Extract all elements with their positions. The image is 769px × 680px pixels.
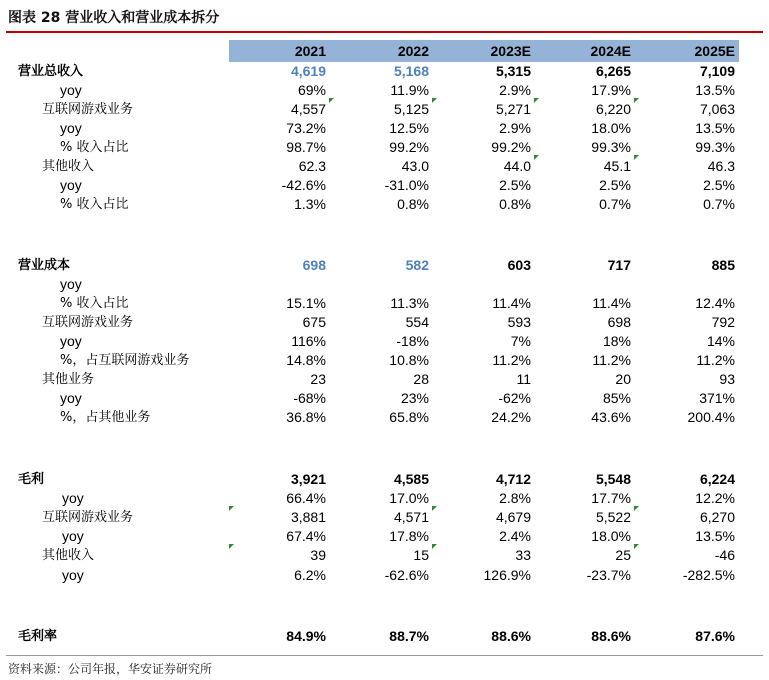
cell-2023e: 99.2% [491,139,531,155]
row-label: % 收入占比 [60,197,129,212]
cell-2021: 4,557 [290,101,326,117]
cell-2024e: 20 [615,371,631,387]
cell-2024e: 99.3% [591,139,631,155]
cell-2025e: 46.3 [707,158,735,174]
cell-2024e: 5,548 [595,471,631,487]
cell-comment-marker-icon [432,506,437,511]
row-label: yoy [62,490,84,506]
cell-2023e: 88.6% [491,628,531,644]
cell-2023e: 5,271 [495,101,531,117]
cell-2021: 67.4% [286,528,326,544]
cell-2025e: 371% [699,390,735,406]
cell-2023e: 24.2% [491,409,531,425]
cell-2021: 23 [310,371,326,387]
row-label: yoy [60,120,82,136]
table-row [0,256,769,275]
cell-comment-marker-icon [634,155,639,160]
cell-2022: 582 [405,257,429,273]
cell-2021: 3,881 [290,509,326,525]
row-label: % 收入占比 [60,140,129,155]
cell-2024e: 5,522 [595,509,631,525]
table-row [0,389,769,408]
cell-2024e: 85% [602,390,631,406]
row-label: 其他收入 [42,159,95,174]
cell-2022: 17.0% [389,490,429,506]
cell-2023e: 603 [507,257,531,273]
bottom-rule [6,655,763,656]
cell-2022: -31.0% [384,177,429,193]
row-label: 毛利 [18,472,45,487]
cell-2021: 675 [302,314,326,330]
cell-2025e: -46 [714,547,735,563]
cell-2024e: 18.0% [591,528,631,544]
table-row [0,527,769,546]
table-row [0,370,769,389]
row-label: yoy [60,82,82,98]
cell-2021: 698 [302,257,326,273]
cell-2023e: 593 [507,314,531,330]
row-label: 营业成本 [18,258,71,273]
row-label: 互联网游戏业务 [42,510,134,525]
cell-2025e: 200.4% [687,409,735,425]
cell-2023e: 2.8% [499,490,531,506]
cell-2023e: 126.9% [483,567,531,583]
cell-2021: 73.2% [286,120,326,136]
table-row [0,313,769,332]
cell-2024e: 717 [607,257,631,273]
cell-2024e [551,275,631,294]
row-label: yoy [62,567,84,583]
cell-2022: 11.3% [390,295,429,311]
row-label: yoy [60,333,82,349]
cell-2024e: 6,265 [595,63,631,79]
cell-comment-marker-icon [634,544,639,549]
cell-2022: 10.8% [389,352,429,368]
row-label: % 收入占比 [60,296,129,311]
row-label: %，占互联网游戏业务 [60,353,190,368]
cell-2024e: 88.6% [591,628,631,644]
table-row [0,138,769,157]
cell-2024e: 18.0% [591,120,631,136]
row-label: 其他收入 [42,548,95,563]
cell-2024e: 6,220 [595,101,631,117]
cell-2025e: 0.7% [703,196,735,212]
cell-2025e: 14% [706,333,735,349]
cell-2021: 15.1% [286,295,326,311]
column-header-2025e: 2025E [694,43,735,59]
row-label: 其他业务 [42,372,95,387]
cell-2022: 5,125 [393,101,429,117]
cell-2023e: 5,315 [495,63,531,79]
cell-2025e: 12.4% [695,295,735,311]
cell-2022: 99.2% [389,139,429,155]
cell-comment-marker-icon [634,98,639,103]
title-rule [6,31,763,33]
cell-2022: 11.9% [390,82,429,98]
cell-2021: 14.8% [286,352,326,368]
cell-2022: 28 [413,371,429,387]
table-row [0,546,769,565]
cell-2024e: 11.2% [592,352,631,368]
table-row [0,100,769,119]
table-row [0,119,769,138]
table-row [0,351,769,370]
cell-2024e: 43.6% [591,409,631,425]
cell-comment-marker-icon [432,544,437,549]
cell-2021: 69% [297,82,326,98]
cell-2025e: -282.5% [682,567,735,583]
table-row [0,157,769,176]
cell-2023e: 2.9% [499,82,531,98]
cell-2024e: 45.1 [603,158,631,174]
table-row [0,408,769,427]
cell-2022: 554 [405,314,429,330]
cell-2025e: 885 [711,257,735,273]
cell-2023e: 11 [516,371,531,387]
table-row [0,62,769,81]
cell-comment-marker-icon [229,506,234,511]
cell-2023e: 44.0 [503,158,531,174]
cell-2023e: 11.4% [492,295,531,311]
cell-2022: 4,571 [393,509,429,525]
cell-2025e: 12.2% [695,490,735,506]
cell-2025e: 87.6% [695,628,735,644]
cell-2022: 15 [413,547,429,563]
cell-2022: 43.0 [401,158,429,174]
row-label: 互联网游戏业务 [42,102,134,117]
cell-2025e: 6,270 [699,509,735,525]
table-row [0,176,769,195]
cell-comment-marker-icon [432,98,437,103]
cell-2021: 116% [291,333,326,349]
cell-2025e: 792 [711,314,735,330]
cell-2025e [655,275,735,294]
cell-2021: 62.3 [298,158,326,174]
cell-2023e: 2.5% [499,177,531,193]
cell-2023e: -62% [498,390,531,406]
cell-comment-marker-icon [534,155,539,160]
cell-2023e: 7% [510,333,531,349]
cell-2021: 98.7% [286,139,326,155]
cell-2021: -68% [293,390,326,406]
column-header-2022: 2022 [397,43,429,59]
cell-2025e: 13.5% [695,82,735,98]
cell-2022: 17.8% [389,528,429,544]
cell-2023e: 33 [515,547,531,563]
cell-2022: 4,585 [393,471,429,487]
row-label: %，占其他业务 [60,410,151,425]
cell-2025e: 7,063 [699,101,735,117]
row-label: yoy [60,177,82,193]
cell-2022: 0.8% [397,196,429,212]
cell-2023e: 4,679 [495,509,531,525]
cell-2025e: 2.5% [703,177,735,193]
cell-2021: 3,921 [290,471,326,487]
row-label: 毛利率 [18,629,58,644]
row-label: 互联网游戏业务 [42,315,134,330]
table-row [0,566,769,585]
cell-2025e: 99.3% [695,139,735,155]
table-row [0,470,769,489]
cell-2023e: 11.2% [492,352,531,368]
cell-2024e: 18% [602,333,631,349]
row-label: yoy [60,276,82,292]
cell-2022: 88.7% [389,628,429,644]
cell-2024e: 0.7% [599,196,631,212]
cell-2024e: 25 [615,547,631,563]
cell-2022 [349,275,429,294]
cell-2025e: 13.5% [695,528,735,544]
cell-2021 [246,275,326,294]
table-row [0,332,769,351]
row-label: yoy [62,528,84,544]
source-note: 资料来源：公司年报，华安证券研究所 [8,662,213,676]
cell-2022: 5,168 [393,63,429,79]
table-row [0,627,769,646]
cell-comment-marker-icon [329,98,334,103]
table-row [0,195,769,214]
cell-2024e: 2.5% [599,177,631,193]
chart-title: 图表 28 营业收入和营业成本拆分 [8,10,220,26]
cell-2024e: -23.7% [586,567,631,583]
table-row [0,275,769,294]
cell-2021: 6.2% [294,567,326,583]
cell-2023e: 2.9% [499,120,531,136]
cell-2024e: 11.4% [592,295,631,311]
cell-2023e [451,275,531,294]
cell-2025e: 6,224 [699,471,735,487]
cell-2025e: 13.5% [695,120,735,136]
cell-2024e: 17.9% [591,82,631,98]
cell-2024e: 698 [607,314,631,330]
cell-2022: -62.6% [384,567,429,583]
cell-2023e: 4,712 [495,471,531,487]
table-row [0,81,769,100]
column-header-2024e: 2024E [590,43,631,59]
cell-2021: 66.4% [286,490,326,506]
cell-comment-marker-icon [634,506,639,511]
cell-2022: 65.8% [389,409,429,425]
cell-comment-marker-icon [534,98,539,103]
row-label: yoy [60,390,82,406]
table-row [0,489,769,508]
cell-comment-marker-icon [229,544,234,549]
cell-2022: 23% [400,390,429,406]
cell-2023e: 0.8% [499,196,531,212]
cell-2025e: 7,109 [699,63,735,79]
cell-2021: 1.3% [294,196,326,212]
row-label: 营业总收入 [18,64,84,79]
cell-2022: 12.5% [389,120,429,136]
column-header-2021: 2021 [294,43,326,59]
column-header-2023e: 2023E [490,43,531,59]
cell-2023e: 2.4% [499,528,531,544]
cell-2025e: 93 [719,371,735,387]
cell-2021: 84.9% [286,628,326,644]
cell-2021: 4,619 [290,63,326,79]
table-row [0,294,769,313]
cell-2024e: 17.7% [591,490,631,506]
cell-2025e: 11.2% [696,352,735,368]
table-row [0,508,769,527]
cell-2022: -18% [396,333,429,349]
cell-2021: -42.6% [281,177,326,193]
cell-2021: 39 [310,547,326,563]
cell-2021: 36.8% [286,409,326,425]
